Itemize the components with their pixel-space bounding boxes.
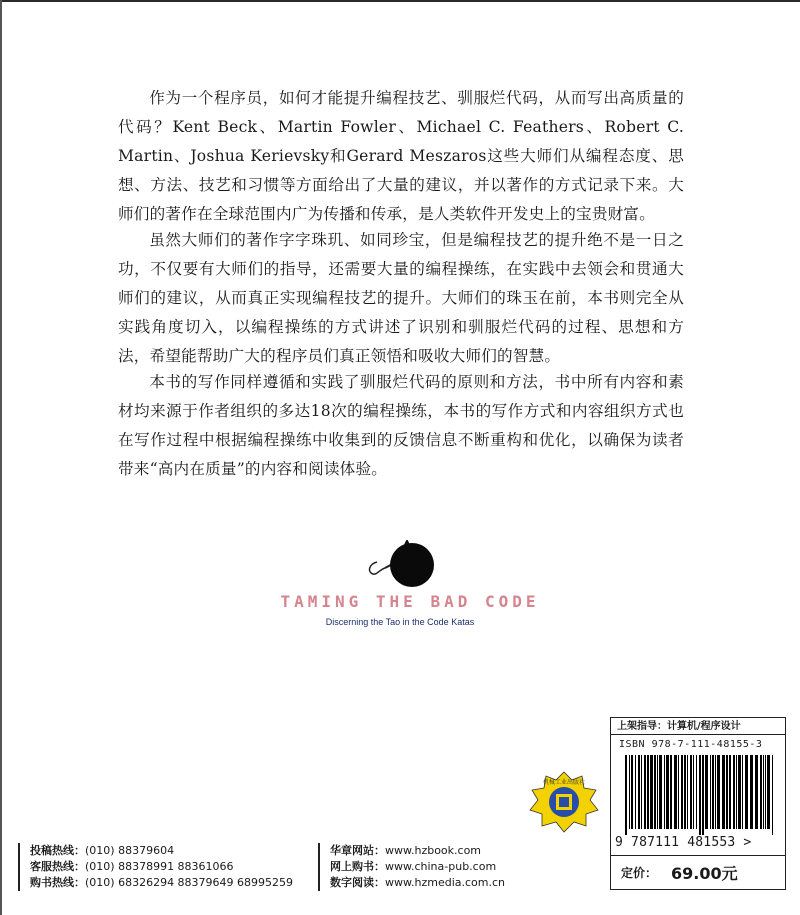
barcode-bar — [738, 755, 741, 829]
barcode-bar — [733, 755, 735, 829]
barcode-bar — [702, 755, 704, 835]
price-value: 69.00元 — [671, 864, 738, 883]
barcode-bar — [717, 755, 720, 829]
barcode-bar — [629, 755, 630, 829]
barcode-bar — [650, 755, 653, 829]
shelf-guide: 上架指导：计算机/程序设计 — [610, 717, 786, 735]
logo-title: TAMING THE BAD CODE — [280, 592, 540, 611]
barcode-bar — [722, 755, 725, 829]
contact-hotlines — [18, 843, 320, 891]
barcode-bar — [705, 755, 708, 829]
barcode-bar — [641, 755, 642, 829]
bomb-ball-icon — [365, 540, 445, 595]
barcode-bar — [772, 755, 773, 835]
barcode-bar — [736, 755, 737, 829]
barcode-bar — [693, 755, 694, 829]
barcode-bar — [638, 755, 640, 829]
logo-subtitle: Discerning the Tao in the Code Katas — [325, 617, 475, 627]
barcode-bar — [684, 755, 686, 829]
barcode-bar — [763, 755, 764, 829]
barcode-bar — [654, 755, 656, 829]
svg-text:机械工业出版社: 机械工业出版社 — [542, 779, 586, 786]
contact-row: 投稿热线：(010) 88379604 — [30, 844, 175, 857]
barcode-bar — [687, 755, 688, 829]
barcode-bar — [699, 755, 701, 835]
barcode-bar — [635, 755, 636, 829]
barcode-bar — [750, 755, 753, 829]
barcode-bar — [696, 755, 697, 829]
barcode-icon — [625, 755, 775, 835]
barcode-bar — [710, 755, 711, 829]
price-row — [611, 855, 785, 888]
barcode-panel — [610, 735, 786, 890]
barcode-bar — [670, 755, 672, 829]
barcode-bar — [631, 755, 633, 829]
website-row: 数字阅读：www.hzmedia.com.cn — [330, 876, 505, 889]
contact-row: 购书热线：(010) 68326294 88379649 68995259 — [30, 876, 294, 889]
barcode-bar — [657, 755, 658, 829]
publisher-badge-icon — [528, 770, 600, 834]
barcode-bar — [666, 755, 669, 829]
barcode-bar — [726, 755, 728, 829]
barcode-bar — [715, 755, 716, 829]
barcode-bar — [729, 755, 731, 829]
top-border — [0, 0, 800, 2]
barcode-bar — [678, 755, 679, 829]
barcode-bar — [690, 755, 692, 829]
contact-row: 客服热线：(010) 88378991 88361066 — [30, 860, 234, 873]
barcode-bar — [659, 755, 662, 829]
barcode-bar — [664, 755, 665, 829]
price-label: 定价： — [621, 866, 658, 880]
barcode-bar — [681, 755, 683, 829]
website-list — [318, 843, 570, 891]
barcode-bar — [765, 755, 766, 829]
barcode-bar — [767, 755, 770, 829]
barcode-bar — [755, 755, 758, 829]
book-logo — [280, 540, 540, 650]
barcode-bar — [760, 755, 762, 829]
barcode-bar — [647, 755, 649, 829]
intro-paragraph-2: 虽然大师们的著作字字珠玑、如同珍宝，但是编程技艺的提升绝不是一日之功，不仅要有大师们的指导，还需要大量的编程操练，在实践中去领会和贯通大师们的建议，从而真正实现编程技艺的提升。大师们的珠玉在前，本书则完全从实践角度切入，以编程操练的方式讲述了识别和驯服烂代码的过程、思想和方法，希望能帮助广大的程序员们真正领悟和吸收大师们的智慧。 — [118, 231, 684, 365]
website-row: 华章网站：www.hzbook.com — [330, 844, 482, 857]
website-row: 网上购书：www.china-pub.com — [330, 860, 497, 873]
barcode-bar — [644, 755, 646, 829]
left-border — [0, 0, 2, 915]
barcode-bar — [712, 755, 714, 829]
isbn-number: ISBN 978-7-111-48155-3 — [619, 739, 763, 750]
barcode-bar — [625, 755, 627, 835]
intro-paragraph-1: 作为一个程序员，如何才能提升编程技艺、驯服烂代码，从而写出高质量的代码？Kent Beck、Martin Fowler、Michael C. Feathers、Robert C. Martin、Joshua Kerievsky和Gerard Meszaros这些大师们从编程态度、思想、方法、技艺和习惯等方面给出了大量的建议，并以著作的方式记录下来。大师们的著作在全球范围内广为传播和传承，是人类软件开发史上的宝贵财富。 — [118, 89, 684, 223]
barcode-bar — [745, 755, 748, 829]
barcode-digits: 9 787111 481553 > — [615, 835, 752, 850]
barcode-bar — [742, 755, 743, 829]
intro-paragraph-3: 本书的写作同样遵循和实践了驯服烂代码的原则和方法，书中所有内容和素材均来源于作者组织的多达18次的编程操练，本书的写作方式和内容组织方式也在写作过程中根据编程操练中收集到的反馈信息不断重构和优化，以确保为读者带来“高内在质量”的内容和阅读体验。 — [118, 373, 684, 478]
barcode-bar — [674, 755, 677, 829]
